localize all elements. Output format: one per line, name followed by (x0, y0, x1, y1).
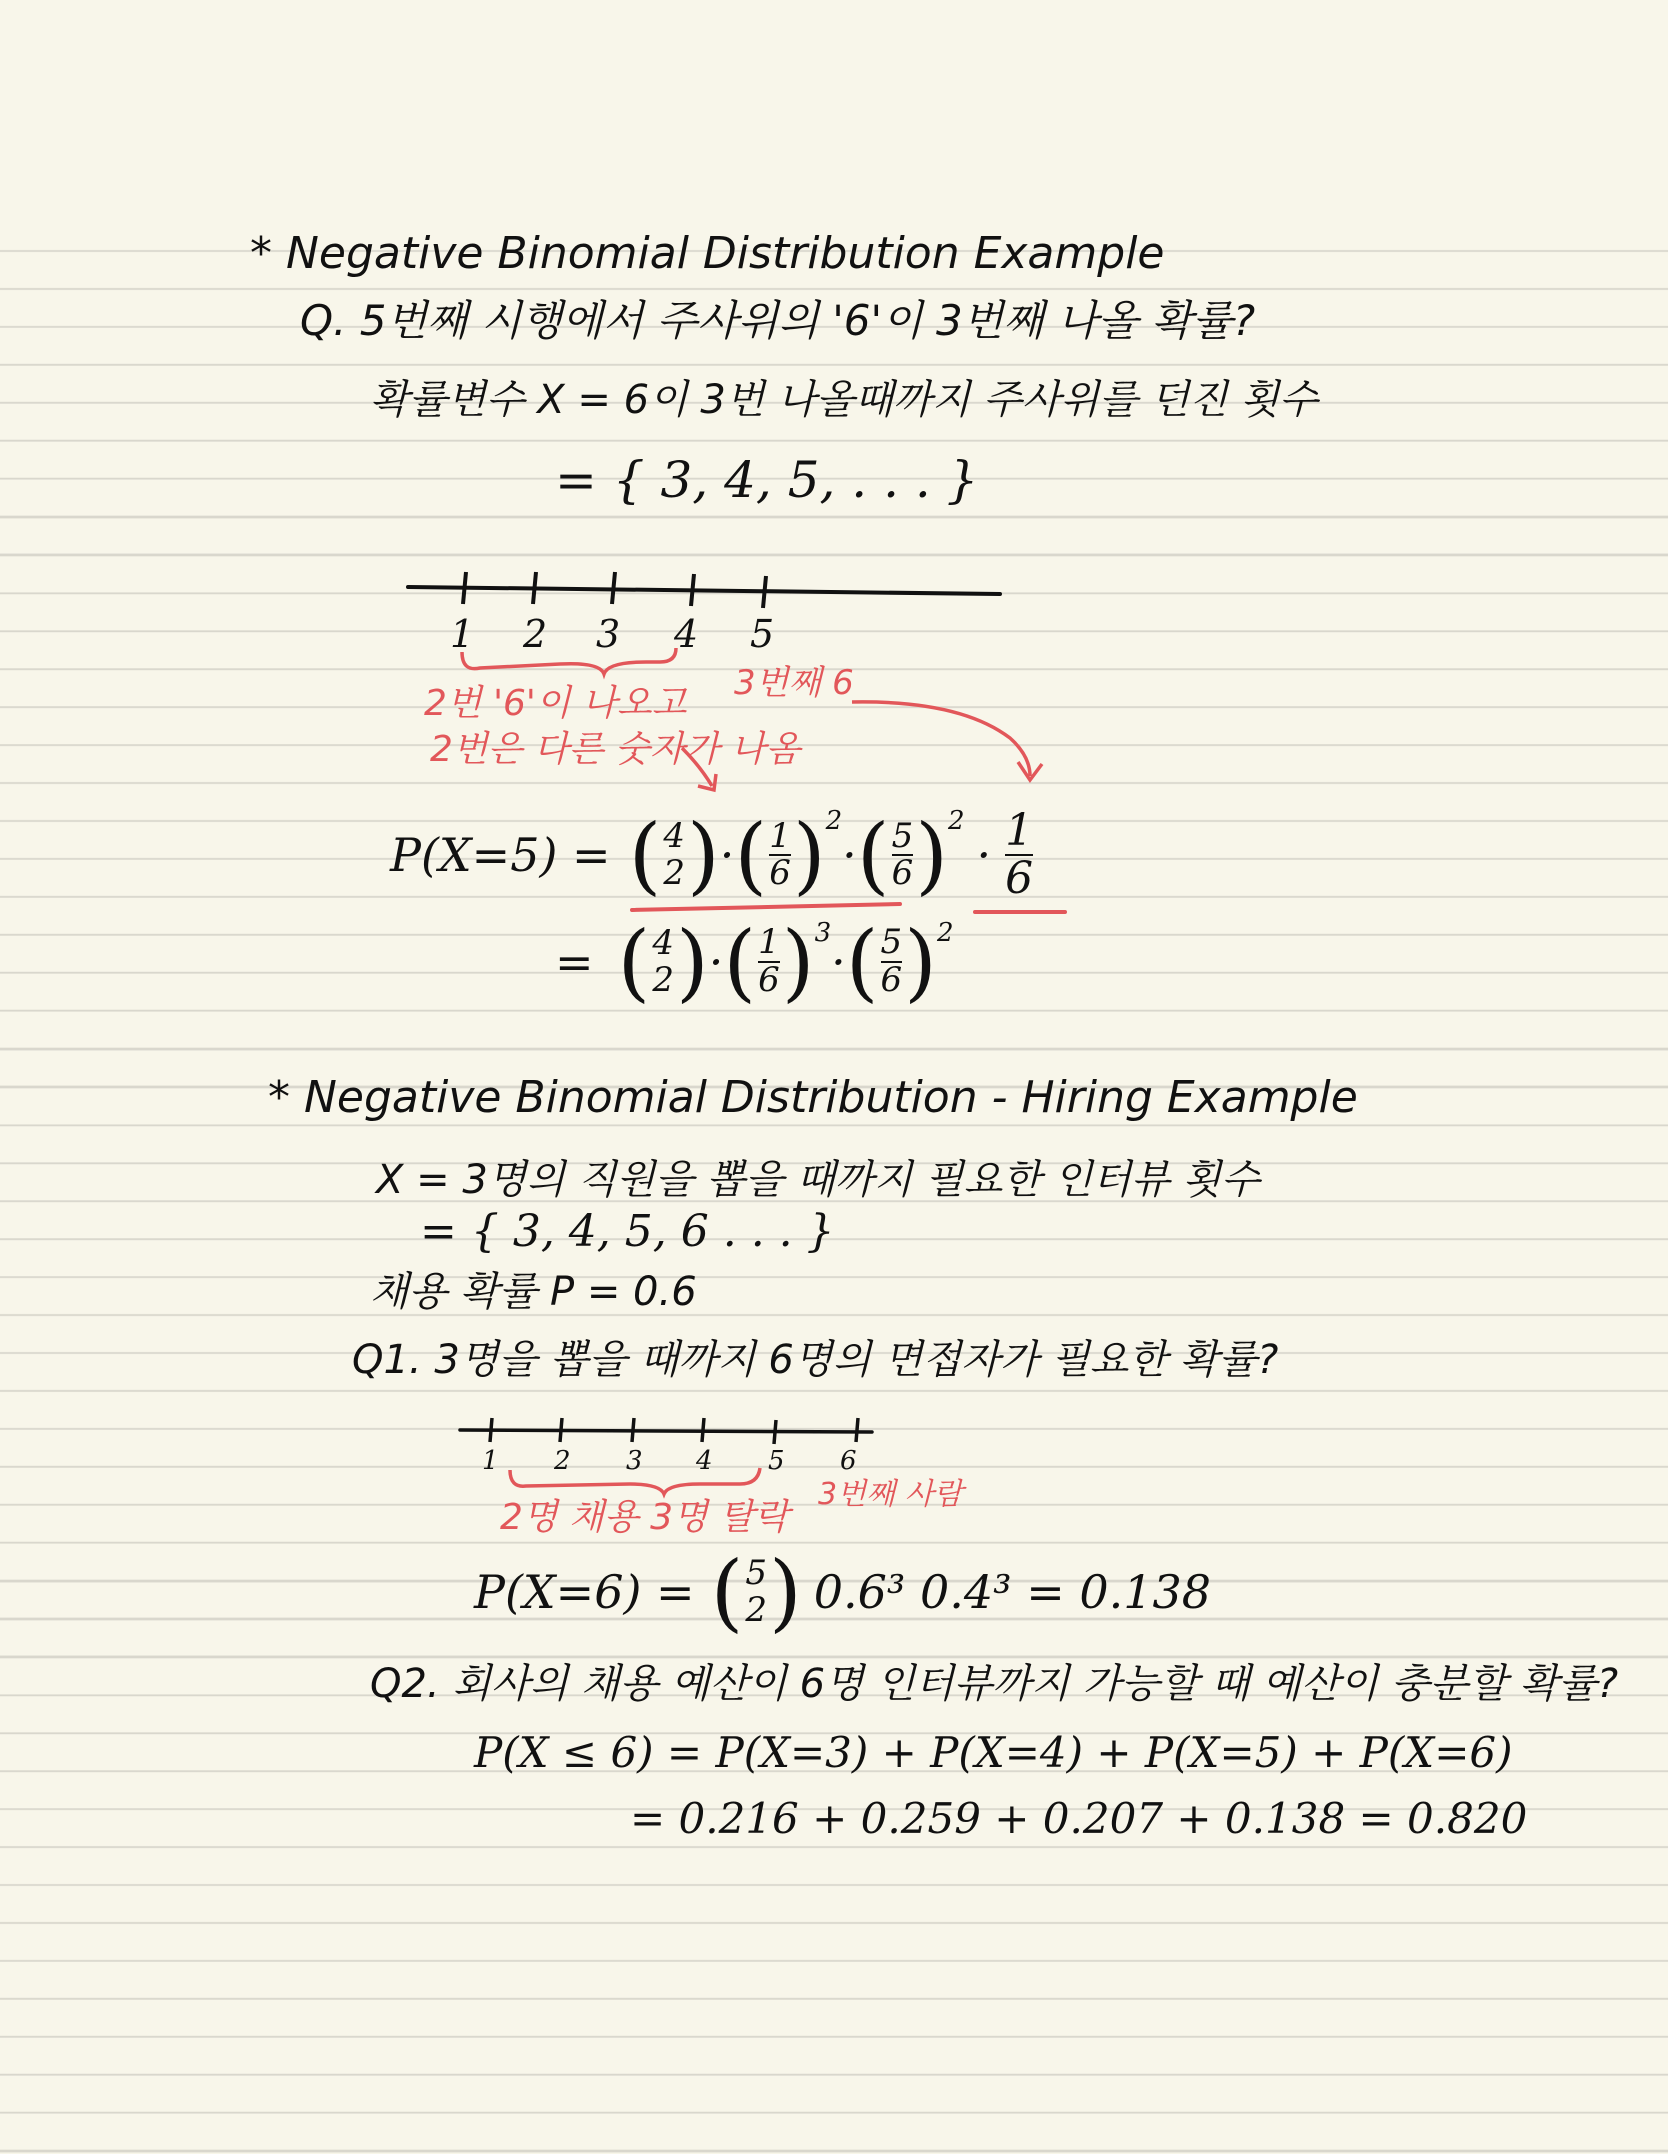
exponent: 3 (814, 918, 832, 948)
annotation-two-hired-three-rejected: 2명 채용 3명 탈락 (500, 1497, 789, 1538)
fraction-group: ( $\frac{1}{6}$ ) (723, 913, 815, 1011)
section2-q2-equation-2: = 0.216 + 0.259 + 0.207 + 0.138 = 0.820 (630, 1794, 1528, 1843)
section2-q2-equation-1: P(X ≤ 6) = P(X=3) + P(X=4) + P(X=5) + P(X=6) (474, 1728, 1513, 1777)
binomial-coefficient: ( 4 2 ) (617, 913, 709, 1011)
tick-label: 4 (674, 612, 699, 656)
binomial-coefficient: ( 4 2 ) (628, 806, 720, 905)
section2-question-2: Q2. 회사의 채용 예산이 6명 인터뷰까지 가능할 때 예산이 충분할 확률? (370, 1661, 1619, 1707)
exponent: 2 (936, 918, 954, 948)
frac-den: 6 (1005, 853, 1034, 905)
frac-num: 5 (891, 815, 914, 856)
section1-equation-1: P(X=5) = ( 4 2 ) · ( $\frac{1}{6}$ ) $^2$ · ( $\frac{5}{6}$ ) $^2$ · $\frac{1}{6}$ (390, 805, 1034, 905)
exponent: 2 (947, 806, 965, 836)
section2-sample-space: = { 3, 4, 5, 6 . . . } (420, 1206, 835, 1257)
frac-den: 6 (758, 960, 780, 1000)
section1-definition: 확률변수 X = 6이 3번 나올때까지 주사위를 던진 횟수 (370, 377, 1318, 423)
binom-top: 5 (745, 1552, 767, 1593)
section2-heading: * Negative Binomial Distribution - Hiring Example (268, 1072, 1358, 1123)
section1-sample-space: = { 3, 4, 5, . . . } (555, 451, 979, 509)
binom-top: 4 (652, 922, 674, 963)
section2-question-1: Q1. 3명을 뽑을 때까지 6명의 면접자가 필요한 확률? (352, 1337, 1279, 1383)
q1-rhs: 0.6³ 0.4³ = 0.138 (813, 1565, 1212, 1619)
frac-den: 6 (891, 853, 914, 894)
tick-label: 5 (768, 1446, 785, 1476)
tick-label: 4 (696, 1446, 713, 1476)
annotation-third-person: 3번째 사람 (818, 1477, 963, 1512)
frac-den: 6 (880, 960, 903, 1000)
binomial-coefficient: ( 5 2 ) (710, 1543, 802, 1641)
tick-label: 3 (626, 1446, 643, 1476)
frac-num: 5 (880, 922, 903, 963)
section1-question: Q. 5번째 시행에서 주사위의 '6'이 3번째 나올 확률? (300, 296, 1256, 345)
binom-bottom: 2 (745, 1590, 767, 1630)
tick-label: 6 (840, 1446, 857, 1476)
fraction-group: ( $\frac{5}{6}$ ) (845, 913, 937, 1011)
frac-den: 6 (769, 853, 791, 894)
binom-bottom: 2 (663, 853, 685, 894)
exponent: 2 (825, 806, 843, 836)
fraction-group: ( $\frac{5}{6}$ ) (856, 806, 948, 905)
binom-bottom: 2 (652, 960, 674, 1000)
tick-label: 2 (554, 1446, 571, 1476)
annotation-third-six: 3번째 6 (734, 663, 854, 703)
eq1-lhs: P(X=5) = (390, 828, 611, 883)
section1-equation-2: = ( 4 2 ) · ( $\frac{1}{6}$ ) $^3$ · ( $\frac{5}{6}$ ) $^2$ (555, 913, 954, 1011)
frac-num: 1 (758, 922, 780, 963)
section2-definition: X = 3명의 직원을 뽑을 때까지 필요한 인터뷰 횟수 (376, 1157, 1260, 1203)
tick-label: 3 (596, 612, 621, 656)
section2-hire-probability: 채용 확률 P = 0.6 (370, 1269, 697, 1315)
section2-q1-equation (474, 1543, 1212, 1641)
annotation-first-two-sixes: 2번 '6'이 나오고 (424, 683, 687, 724)
annotation-two-other-numbers: 2번은 다른 숫자가 나옴 (430, 729, 801, 770)
fraction-group: ( $\frac{1}{6}$ ) (734, 806, 826, 905)
tick-label: 1 (450, 612, 475, 656)
section1-heading: * Negative Binomial Distribution Example (250, 228, 1165, 279)
frac-num: 1 (769, 815, 791, 856)
frac-num: 1 (1005, 805, 1034, 856)
tick-label: 5 (750, 612, 775, 656)
q1-lhs: P(X=6) = (474, 1565, 695, 1619)
eq2-lhs: = (555, 935, 594, 989)
tick-label: 2 (523, 612, 548, 656)
tick-label: 1 (482, 1446, 499, 1476)
binom-top: 4 (663, 815, 685, 856)
